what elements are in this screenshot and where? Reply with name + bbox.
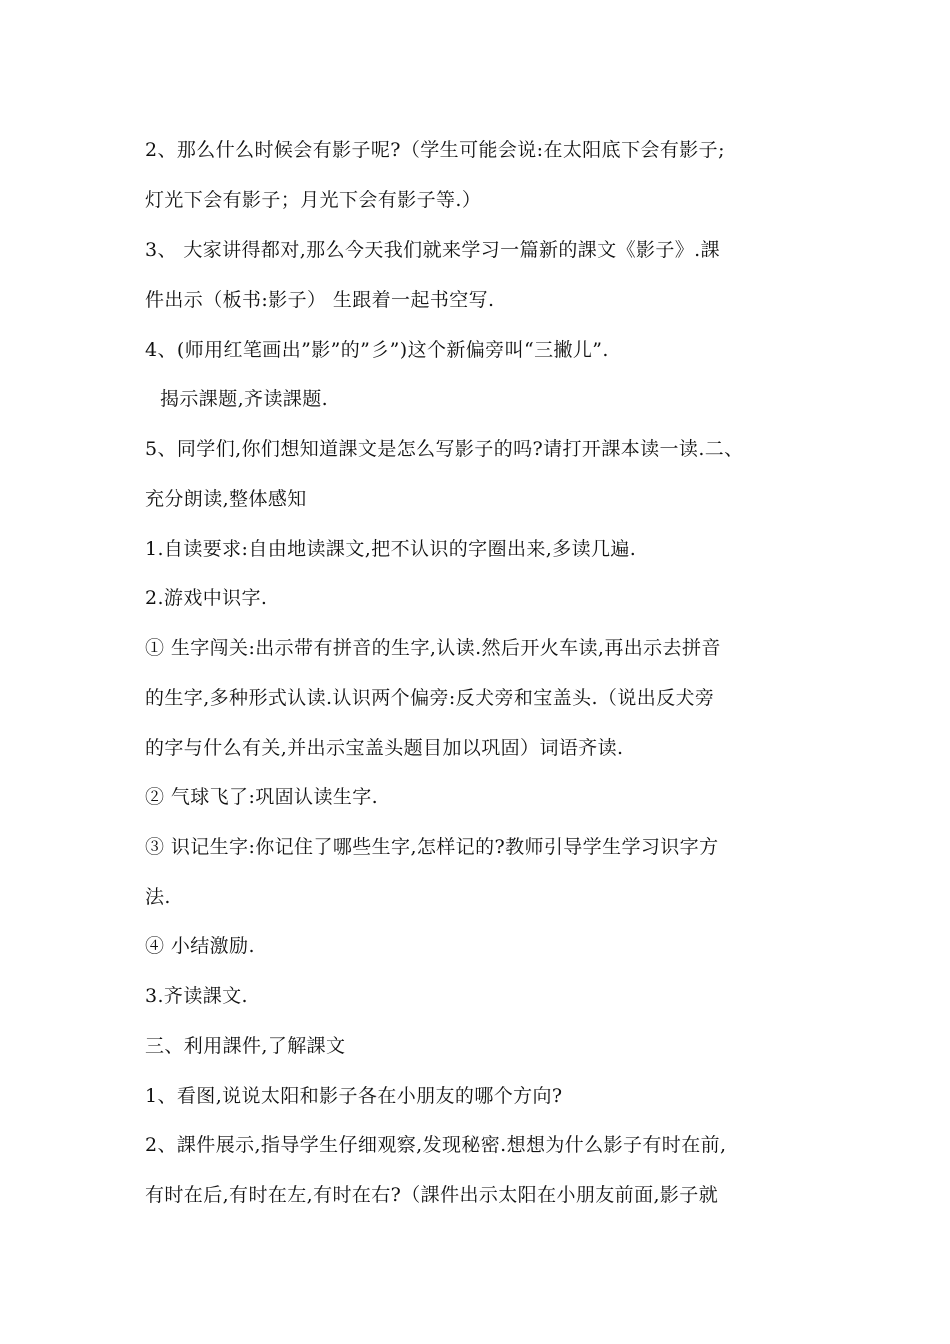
text-line: 1、看图,说说太阳和影子各在小朋友的哪个方向? <box>145 1085 563 1107</box>
text-line: 2.游戏中识字. <box>145 587 268 609</box>
text-line: 4、(师用红笔画出”影”的”彡”)这个新偏旁叫“三撇儿”. <box>145 339 609 361</box>
text-line: 法. <box>145 886 171 908</box>
text-line: 有时在后,有时在左,有时在右?（課件出示太阳在小朋友前面,影子就 <box>145 1184 719 1206</box>
text-line: ① 生字闯关:出示带有拼音的生字,认读.然后开火车读,再出示去拼音 <box>145 637 721 659</box>
text-line: 的字与什么有关,并出示宝盖头题目加以巩固）词语齐读. <box>145 737 624 759</box>
text-line: 揭示課题,齐读課题. <box>160 388 329 410</box>
text-line: 件出示（板书:影子） 生跟着一起书空写. <box>145 289 495 311</box>
text-line: ② 气球飞了:巩固认读生字. <box>145 786 379 808</box>
text-line: 3、 大家讲得都对,那么今天我们就来学习一篇新的課文《影子》.課 <box>145 239 721 261</box>
text-line: 三、利用課件,了解課文 <box>145 1035 346 1057</box>
text-line: ④ 小结激励. <box>145 935 255 957</box>
text-line: 1.自读要求:自由地读課文,把不认识的字圈出来,多读几遍. <box>145 538 637 560</box>
text-line: 的生字,多种形式认读.认识两个偏旁:反犬旁和宝盖头.（说出反犬旁 <box>145 687 715 709</box>
text-line: 2、課件展示,指导学生仔细观察,发现秘密.想想为什么影子有时在前, <box>145 1134 727 1156</box>
text-line: 充分朗读,整体感知 <box>145 488 307 510</box>
text-line: ③ 识记生字:你记住了哪些生字,怎样记的?教师引导学生学习识字方 <box>145 836 719 858</box>
text-line: 5、同学们,你们想知道課文是怎么写影子的吗?请打开課本读一读.二、 <box>145 438 744 460</box>
text-line: 灯光下会有影子；月光下会有影子等.） <box>145 189 482 211</box>
text-line: 2、那么什么时候会有影子呢?（学生可能会说:在太阳底下会有影子; <box>145 139 725 161</box>
text-line: 3.齐读課文. <box>145 985 248 1007</box>
